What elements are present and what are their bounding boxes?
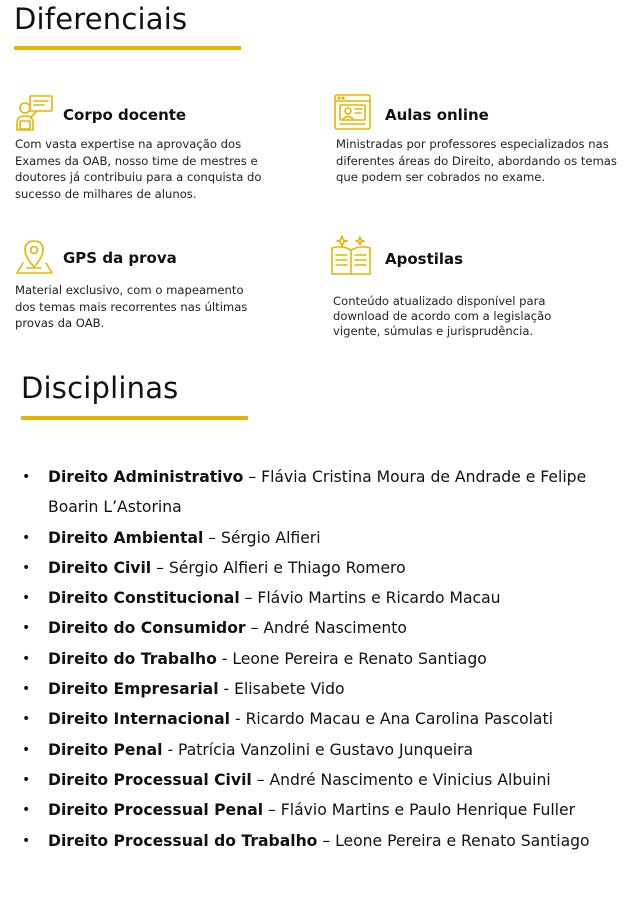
- bullet: •: [22, 771, 31, 788]
- list-item: [22, 765, 622, 795]
- bullet: •: [22, 469, 31, 485]
- discipline-name: Direito Ambiental: [48, 528, 204, 547]
- bullet: •: [22, 711, 31, 728]
- feature-description: Com vasta expertise na aprovação dos Exames da OAB, nosso time de mestres e doutores já contribuiu para a conquista do sucesso de milhares de alunos.: [15, 137, 262, 201]
- disciplinas-title: Disciplinas: [21, 371, 179, 405]
- list-item: [22, 674, 622, 704]
- bullet: •: [22, 529, 31, 546]
- discipline-name: Direito do Consumidor: [48, 619, 246, 638]
- discipline-name: Direito Processual do Trabalho: [48, 831, 318, 850]
- feature-title: Apostilas: [385, 250, 464, 268]
- discipline-teachers: – André Nascimento e Vinicius Albuini: [251, 770, 551, 789]
- discipline-teachers: – Flávia Cristina Moura de Andrade e Felipe Boarin L’Astorina: [48, 468, 587, 517]
- list-item: [22, 644, 622, 674]
- diferenciais-underline: [14, 46, 241, 50]
- list-item: [22, 735, 622, 765]
- map-pin-icon: [15, 238, 55, 278]
- discipline-name: Direito Civil: [48, 558, 152, 577]
- online-class-icon: [333, 92, 373, 132]
- list-item: [22, 795, 622, 825]
- discipline-teachers: - Leone Pereira e Renato Santiago: [216, 649, 487, 668]
- feature-description: Conteúdo atualizado disponível para download de acordo com a legislação vigente, súmulas e jurisprudência.: [333, 294, 552, 338]
- bullet: •: [22, 620, 31, 637]
- discipline-teachers: – Sérgio Alfieri: [203, 528, 321, 547]
- bullet: •: [22, 832, 31, 849]
- discipline-name: Direito Processual Civil: [48, 770, 252, 789]
- bullet: •: [22, 681, 31, 698]
- feature-title: GPS da prova: [63, 249, 177, 267]
- discipline-name: Direito Constitucional: [48, 589, 240, 608]
- disciplinas-list: [22, 462, 622, 856]
- discipline-name: Direito do Trabalho: [48, 649, 217, 668]
- open-book-icon: [329, 234, 369, 274]
- discipline-name: Direito Processual Penal: [48, 801, 264, 820]
- diferenciais-title: Diferenciais: [14, 2, 188, 36]
- discipline-teachers: - Ricardo Macau e Ana Carolina Pascolati: [230, 710, 553, 729]
- teacher-icon: [15, 94, 55, 134]
- bullet: •: [22, 590, 31, 607]
- discipline-name: Direito Penal: [48, 740, 163, 759]
- discipline-name: Direito Administrativo: [48, 468, 244, 486]
- discipline-teachers: – Sérgio Alfieri e Thiago Romero: [151, 558, 406, 577]
- list-item: [22, 583, 622, 613]
- list-item: [22, 553, 622, 583]
- disciplinas-underline: [21, 416, 248, 420]
- list-item: [22, 613, 622, 643]
- discipline-teachers: – Leone Pereira e Renato Santiago: [317, 831, 590, 850]
- feature-title: Corpo docente: [63, 106, 187, 124]
- bullet: •: [22, 650, 31, 667]
- discipline-name: Direito Empresarial: [48, 680, 219, 699]
- feature-title: Aulas online: [385, 106, 489, 124]
- bullet: •: [22, 802, 31, 819]
- feature-description: Material exclusivo, com o mapeamento dos temas mais recorrentes nas últimas provas da OAB.: [15, 283, 248, 330]
- bullet: •: [22, 559, 31, 576]
- feature-description: Ministradas por professores especializados nas diferentes áreas do Direito, abordando os temas que podem ser cobrados no exame.: [336, 137, 617, 184]
- list-item: [22, 826, 622, 856]
- bullet: •: [22, 741, 31, 758]
- discipline-teachers: - Patrícia Vanzolini e Gustavo Junqueira: [162, 740, 474, 759]
- discipline-teachers: – André Nascimento: [245, 619, 407, 638]
- discipline-teachers: - Elisabete Vido: [218, 680, 345, 699]
- discipline-teachers: – Flávio Martins e Paulo Henrique Fuller: [263, 801, 576, 820]
- list-item: [22, 462, 622, 523]
- discipline-name: Direito Internacional: [48, 710, 231, 729]
- list-item: [22, 704, 622, 734]
- discipline-teachers: – Flávio Martins e Ricardo Macau: [239, 589, 501, 608]
- list-item: [22, 523, 622, 553]
